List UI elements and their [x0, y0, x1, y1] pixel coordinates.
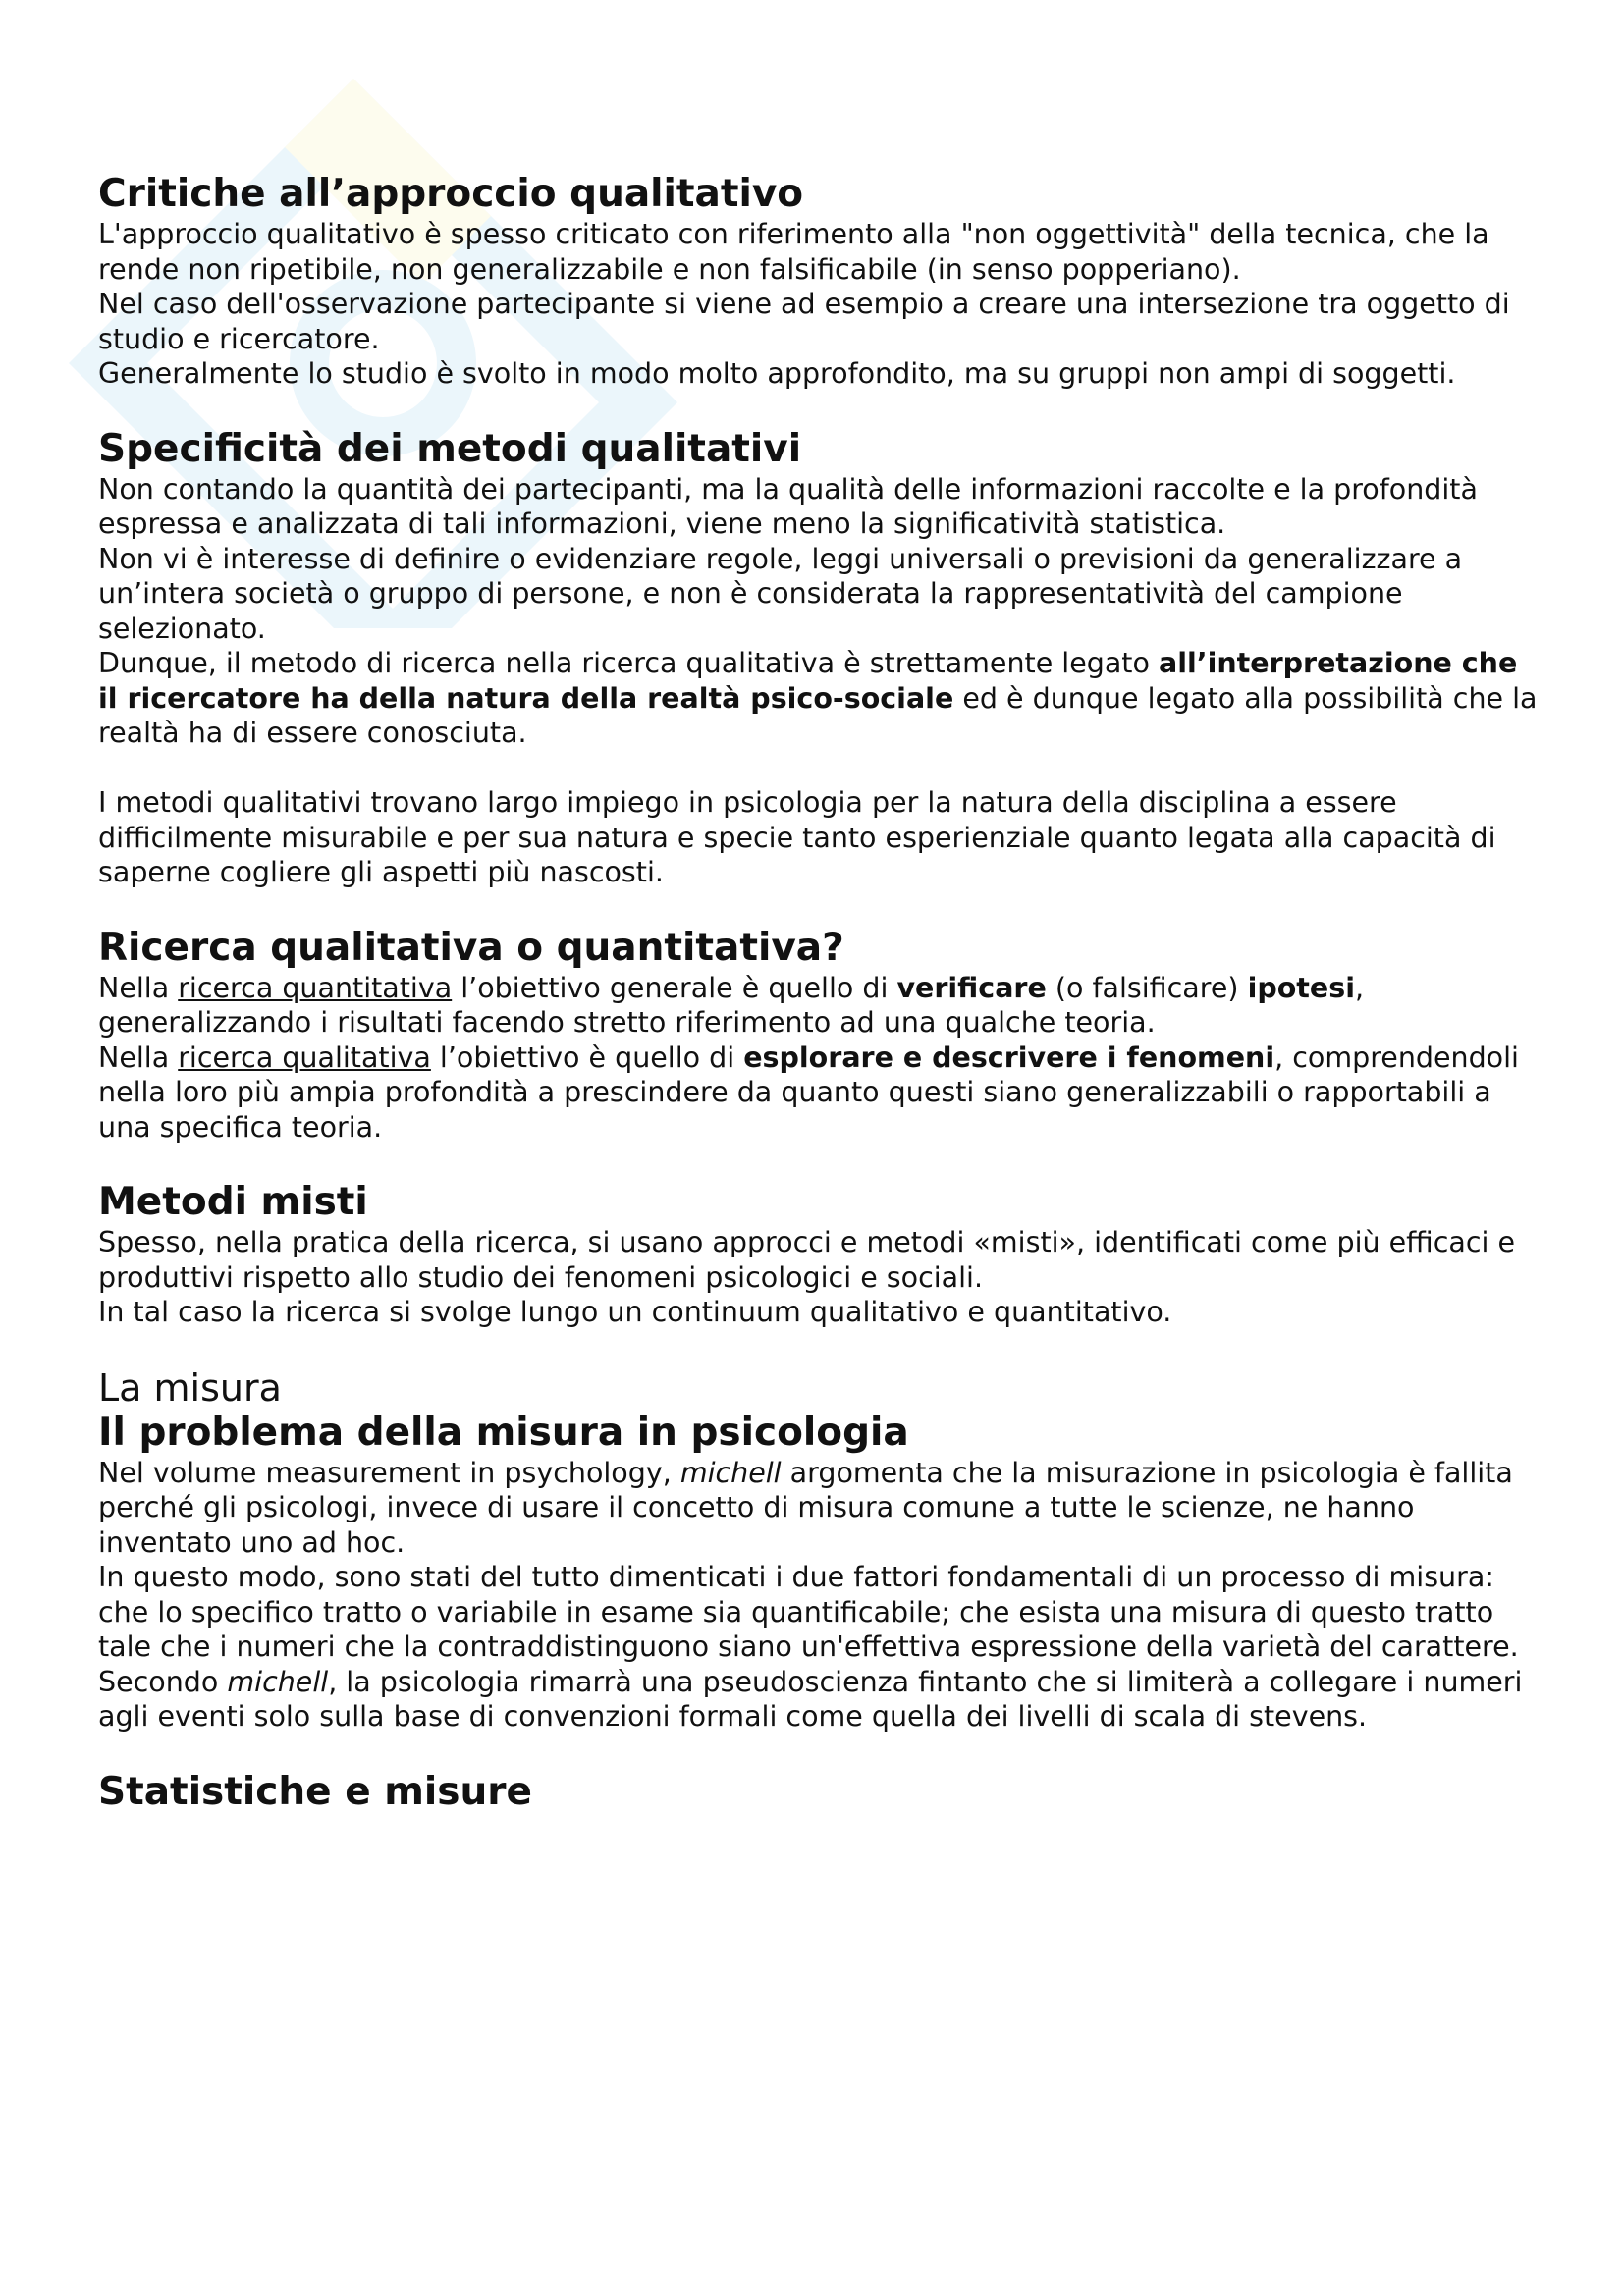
- italic-text: michell: [679, 1456, 782, 1489]
- paragraph: I metodi qualitativi trovano largo impiego in psicologia per la natura della disciplina a essere difficilmente misurabile e per sua natura e specie tanto esperienziale quanto legata alla capacità di saperne cogliere gli aspetti più nascosti.: [98, 786, 1496, 888]
- bold-text: all’interpretazione che il ricercatore ha della natura della realtà psico-sociale: [98, 647, 1518, 715]
- heading-critiche: Critiche all’approccio qualitativo: [98, 172, 804, 216]
- heading-problema-misura: Il problema della misura in psicologia: [98, 1410, 909, 1455]
- paragraph: Dunque, il metodo di ricerca nella ricerca qualitativa è strettamente legato all’interpretazione che il ricercatore ha della natura della realtà psico-sociale ed è dunque legato alla possibilità che la realtà ha di essere conosciuta.: [98, 647, 1538, 749]
- paragraph: L'approccio qualitativo è spesso criticato con riferimento alla "non oggettività" della tecnica, che la rende non ripetibile, non generalizzabile e non falsificabile (in senso popperiano).: [98, 218, 1489, 286]
- document-page: [98, 172, 1542, 1815]
- subtitle-la-misura: La misura: [98, 1365, 282, 1410]
- bold-text: verificare: [896, 971, 1047, 1004]
- paragraph: In questo modo, sono stati del tutto dimenticati i due fattori fondamentali di un processo di misura: che lo specifico tratto o variabile in esame sia quantificabile; che esista una misura di questo tratto tale che i numeri che la contraddistinguono siano un'effettiva espressione della varietà del carattere.: [98, 1561, 1519, 1663]
- paragraph: Nel volume measurement in psychology, michell argomenta che la misurazione in psicologia è fallita perché gli psicologi, invece di usare il concetto di misura comune a tutte le scienze, ne hanno inventato uno ad hoc.: [98, 1456, 1513, 1559]
- heading-specificita: Specificità dei metodi qualitativi: [98, 426, 802, 471]
- underlined-text: ricerca quantitativa: [178, 971, 453, 1004]
- paragraph: Generalmente lo studio è svolto in modo molto approfondito, ma su gruppi non ampi di soggetti.: [98, 357, 1456, 390]
- paragraph: In tal caso la ricerca si svolge lungo un continuum qualitativo e quantitativo.: [98, 1296, 1172, 1328]
- heading-ricerca: Ricerca qualitativa o quantitativa?: [98, 925, 844, 970]
- paragraph: Nella ricerca qualitativa l’obiettivo è quello di esplorare e descrivere i fenomeni, comprendendoli nella loro più ampia profondità a prescindere da quanto questi siano generalizzabili o rapportabili a una specifica teoria.: [98, 1041, 1519, 1144]
- paragraph: Nel caso dell'osservazione partecipante si viene ad esempio a creare una intersezione tra oggetto di studio e ricercatore.: [98, 288, 1510, 355]
- heading-metodi-misti: Metodi misti: [98, 1180, 368, 1224]
- paragraph: Secondo michell, la psicologia rimarrà una pseudoscienza fintanto che si limiterà a collegare i numeri agli eventi solo sulla base di convenzioni formali come quella dei livelli di scala di stevens.: [98, 1665, 1523, 1733]
- underlined-text: ricerca qualitativa: [178, 1041, 431, 1074]
- bold-text: ipotesi: [1247, 971, 1355, 1004]
- paragraph: Non contando la quantità dei partecipanti, ma la qualità delle informazioni raccolte e la profondità espressa e analizzata di tali informazioni, viene meno la significatività statistica.: [98, 472, 1478, 540]
- heading-statistiche: Statistiche e misure: [98, 1769, 532, 1814]
- paragraph: Nella ricerca quantitativa l’obiettivo generale è quello di verificare (o falsificare) ipotesi, generalizzando i risultati facendo stretto riferimento ad una qualche teoria.: [98, 971, 1365, 1039]
- bold-text: esplorare e descrivere i fenomeni: [743, 1041, 1275, 1074]
- paragraph: Non vi è interesse di definire o evidenziare regole, leggi universali o previsioni da generalizzare a un’intera società o gruppo di persone, e non è considerata la rappresentatività del campione selezionato.: [98, 542, 1463, 645]
- italic-text: michell: [227, 1665, 329, 1698]
- paragraph: Spesso, nella pratica della ricerca, si usano approcci e metodi «misti», identificati come più efficaci e produttivi rispetto allo studio dei fenomeni psicologici e sociali.: [98, 1226, 1516, 1294]
- blank-line: [98, 751, 1542, 786]
